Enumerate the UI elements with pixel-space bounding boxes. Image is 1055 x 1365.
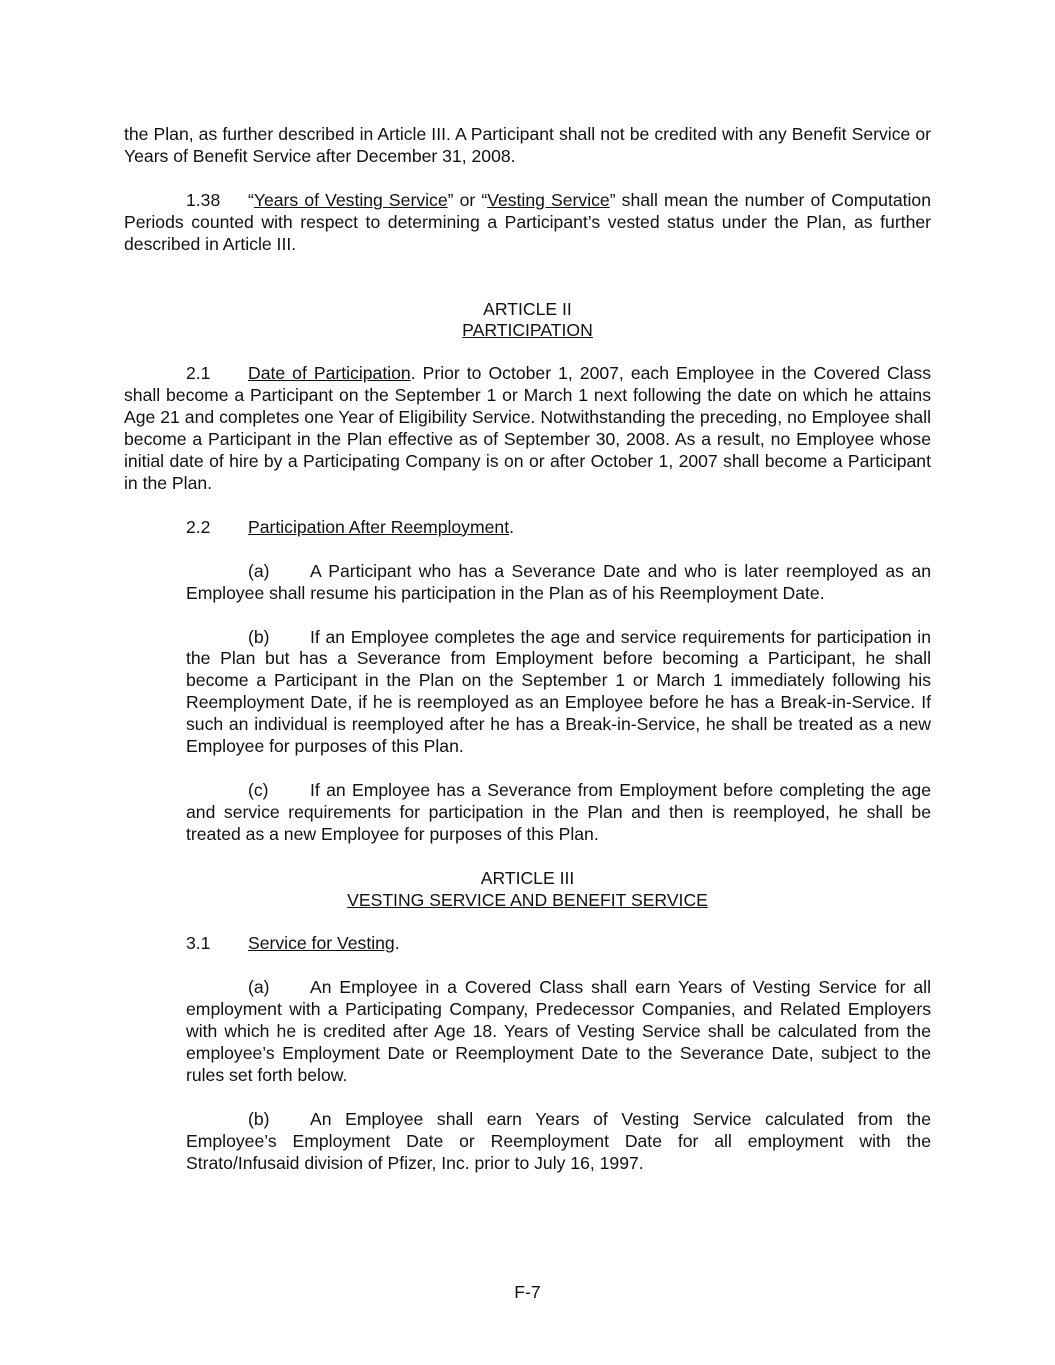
section-2-2-c	[186, 780, 931, 846]
section-2-2-a-text: A Participant who has a Severance Date and who is later reemployed as an Employee shall resume his participation in the Plan as of his Reemployment Date.	[186, 560, 931, 603]
section-2-2-number: 2.2	[186, 516, 211, 537]
document-page	[124, 124, 931, 1175]
section-1-38	[124, 190, 931, 256]
section-3-1-b-text: An Employee shall earn Years of Vesting Service calculated from the Employee’s Employment Date or Reemployment Date for all employment with the Strato/Infusaid division of Pfizer, Inc. prior to July 16, 1997.	[186, 1108, 931, 1173]
section-2-2-c-label: (c)	[248, 779, 269, 800]
section-3-1-a-text: An Employee in a Covered Class shall earn Years of Vesting Service for all employment with a Participating Company, Predecessor Companies, and Related Employers with which he is credited after Age 18. Years of Vesting Service shall be calculated from the employee’s Employment Date or Reemployment Date to the Severance Date, subject to the rules set forth below.	[186, 977, 931, 1085]
article-2-label: ARTICLE II	[483, 298, 572, 319]
section-3-1-b	[186, 1109, 931, 1175]
term-years-of-vesting-service: Years of Vesting Service	[253, 189, 448, 210]
section-2-1-number: 2.1	[186, 363, 211, 384]
section-2-2-a	[186, 561, 931, 605]
section-3-1-b-label: (b)	[248, 1108, 270, 1129]
article-3-label: ARTICLE III	[480, 867, 575, 888]
quote-open: “	[248, 189, 254, 210]
section-2-1	[124, 363, 931, 494]
article-3-title: VESTING SERVICE AND BENEFIT SERVICE	[347, 889, 708, 910]
section-2-2-b-text: If an Employee completes the age and service requirements for participation in the Plan but has a Severance from Employment before becoming a Participant, he shall become a Participant in the Plan on the September 1 or March 1 immediately following his Reemployment Date, if he is reemployed as an Employee before he has a Break-in-Service. If such an individual is reemployed after he has a Break-in-Service, he shall be treated as a new Employee for purposes of this Plan.	[186, 626, 931, 757]
section-2-2-b-label: (b)	[248, 626, 270, 647]
section-2-2-heading: Participation After Reemployment	[248, 516, 510, 537]
section-2-2-period: .	[509, 516, 514, 537]
section-2-2-a-label: (a)	[248, 560, 270, 581]
section-2-2-c-text: If an Employee has a Severance from Employment before completing the age and service requirements for participation in the Plan and then is reemployed, he shall be treated as a new Employee for purposes of this Plan.	[186, 779, 931, 844]
section-2-2	[124, 517, 931, 539]
section-3-1-heading: Service for Vesting	[248, 933, 395, 954]
term-separator: ” or “	[447, 189, 488, 210]
article-2-title: PARTICIPATION	[462, 320, 593, 341]
section-2-2-b	[186, 627, 931, 758]
continuation-paragraph: the Plan, as further described in Article III. A Participant shall not be credited with any Benefit Service or Years of Benefit Service after December 31, 2008.	[124, 124, 931, 166]
section-1-38-text: ” shall mean the number of Computation Periods counted with respect to determining a Participant’s vested status under the Plan, as further described in Article III.	[124, 189, 931, 254]
section-1-38-number: 1.38	[186, 189, 221, 210]
section-3-1-a	[186, 977, 931, 1087]
section-3-1-a-label: (a)	[248, 977, 270, 998]
term-vesting-service: Vesting Service	[487, 189, 610, 210]
page-number: F-7	[514, 1282, 541, 1302]
section-3-1	[124, 933, 931, 955]
section-2-1-text: . Prior to October 1, 2007, each Employee in the Covered Class shall become a Participant on the September 1 or March 1 next following the date on which he attains Age 21 and completes one Year of Eligibility Service. Notwithstanding the preceding, no Employee shall become a Participant in the Plan effective as of September 30, 2008. As a result, no Employee whose initial date of hire by a Participating Company is on or after October 1, 2007 shall become a Participant in the Plan.	[124, 363, 931, 493]
section-2-1-heading: Date of Participation	[248, 363, 411, 384]
section-3-1-number: 3.1	[186, 933, 211, 954]
section-3-1-period: .	[394, 933, 400, 954]
